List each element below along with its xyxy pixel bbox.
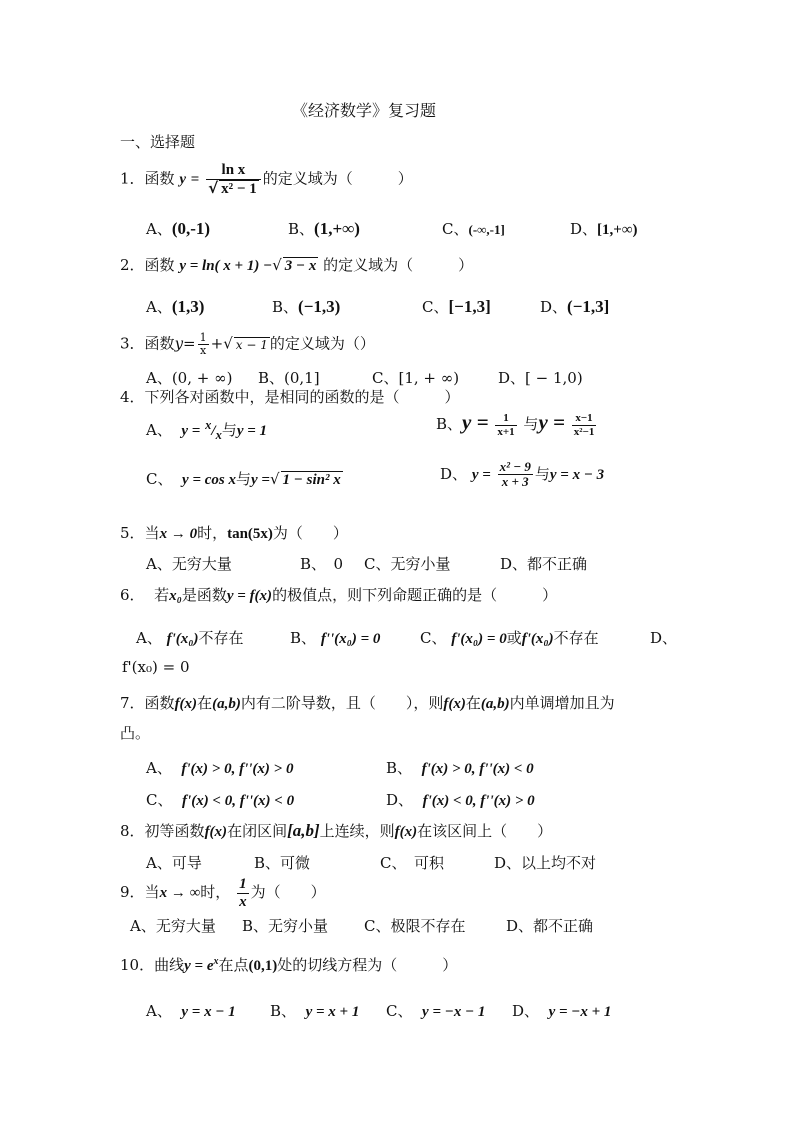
- q7-option-c[interactable]: C、 f'(x) < 0, f''(x) < 0: [146, 791, 295, 809]
- q4-option-b[interactable]: B、y = $\frac{1}{x+1}$ 与y = $\frac{x-1}{\text{x²−1}}$: [436, 410, 595, 438]
- q9-option-b[interactable]: B、无穷小量: [242, 917, 329, 935]
- q6-option-d-label[interactable]: D、: [650, 629, 678, 647]
- question-7: 7．函数f(x)在(a,b)内有二阶导数，且（ ），则f(x)在(a,b)内单调增加且为: [120, 694, 615, 712]
- q5-option-a[interactable]: A、无穷大量: [146, 555, 232, 573]
- page-title: 《经济数学》复习题: [292, 101, 437, 120]
- question-1: 1．函数 y = $\frac{\text{ln x}}{\text{√ x² − 1}}$ 的定义域为（ ）: [120, 162, 413, 197]
- q10-option-b[interactable]: B、 y = x + 1: [270, 1002, 360, 1020]
- q9-option-c[interactable]: C、极限不存在: [364, 917, 466, 935]
- question-6: 6． 若x₀是函数y = f(x)的极值点，则下列命题正确的是（ ）: [120, 586, 558, 604]
- q7-continued: 凸。: [120, 724, 151, 742]
- q4-option-d[interactable]: D、 y = $\frac{\text{x² − 9}}{x + 3}$ 与y = x − 3: [440, 459, 605, 490]
- q2-option-b[interactable]: B、(−1,3): [272, 297, 341, 316]
- q8-option-d[interactable]: D、以上均不对: [494, 854, 597, 872]
- q10-option-a[interactable]: A、 y = x − 1: [146, 1002, 236, 1020]
- q6-option-b[interactable]: B、 f''(x₀) = 0: [290, 629, 381, 647]
- q3-option-c[interactable]: C、[1, + ∞): [372, 369, 460, 387]
- question-5: 5．当x → 0时，tan(5x)为（ ）: [120, 524, 348, 542]
- q8-option-c[interactable]: C、 可积: [380, 854, 444, 872]
- q7-option-a[interactable]: A、 f'(x) > 0, f''(x) > 0: [146, 759, 294, 777]
- q7-option-d[interactable]: D、 f'(x) < 0, f''(x) > 0: [386, 791, 535, 809]
- q8-option-b[interactable]: B、可微: [254, 854, 311, 872]
- q5-option-d[interactable]: D、都不正确: [500, 555, 588, 573]
- q4-option-a[interactable]: A、 $y = ^x/_x$与y = 1: [146, 418, 268, 442]
- question-9: 9．当x → ∞时， $\frac{1}{x}$ 为（ ）: [120, 876, 326, 910]
- question-2: 2．函数 y = ln( x + 1) −√ 3 − x 的定义域为（ ）: [120, 256, 474, 274]
- q8-option-a[interactable]: A、可导: [146, 854, 202, 872]
- q1-option-b[interactable]: B、(1,+∞): [288, 219, 360, 238]
- question-4: 4．下列各对函数中，是相同的函数的是（ ）: [120, 388, 460, 406]
- q1-fraction: $\frac{\text{ln x}}{\text{√ x² − 1}}$: [206, 162, 261, 197]
- q2-option-c[interactable]: C、[−1,3]: [422, 297, 491, 316]
- q1-option-a[interactable]: A、(0,-1): [146, 219, 211, 238]
- q9-option-a[interactable]: A、无穷大量: [130, 917, 216, 935]
- q10-option-d[interactable]: D、 y = −x + 1: [512, 1002, 612, 1020]
- question-3: 3．函数y= $\frac{1}{x}$ +√ x − 1 的定义域为（）: [120, 331, 375, 358]
- q4-option-c[interactable]: C、 y = cos x与y =√ 1 − sin² x: [146, 470, 341, 488]
- q6-option-c[interactable]: C、 f'(x₀) = 0或f'(x₀)不存在: [420, 629, 599, 647]
- q1-option-d[interactable]: D、[1,+∞): [570, 220, 638, 238]
- question-10: 10．曲线$y = e^x$在点(0,1)处的切线方程为（ ）: [120, 956, 458, 974]
- q5-option-c[interactable]: C、无穷小量: [364, 555, 451, 573]
- q1-option-c[interactable]: C、(-∞,-1]: [442, 220, 505, 238]
- question-8: 8．初等函数f(x)在闭区间[a,b]上连续，则f(x)在该区间上（ ）: [120, 821, 553, 840]
- q1-number: 1．: [120, 169, 145, 188]
- q9-option-d[interactable]: D、都不正确: [506, 917, 594, 935]
- q6-option-a[interactable]: A、 f'(x₀)不存在: [136, 629, 244, 647]
- q3-option-d[interactable]: D、[ − 1,0): [498, 369, 583, 387]
- q3-option-a[interactable]: A、(0, + ∞): [146, 369, 233, 387]
- q3-option-b[interactable]: B、(0,1]: [258, 369, 320, 387]
- q2-option-a[interactable]: A、(1,3): [146, 297, 205, 316]
- q10-option-c[interactable]: C、 y = −x − 1: [386, 1002, 486, 1020]
- section-heading: 一、选择题: [120, 133, 196, 151]
- q6-option-d[interactable]: f'(x₀) = 0: [122, 658, 190, 676]
- q5-option-b[interactable]: B、 0: [300, 555, 344, 573]
- q7-option-b[interactable]: B、 f'(x) > 0, f''(x) < 0: [386, 759, 534, 777]
- q2-option-d[interactable]: D、(−1,3]: [540, 297, 610, 316]
